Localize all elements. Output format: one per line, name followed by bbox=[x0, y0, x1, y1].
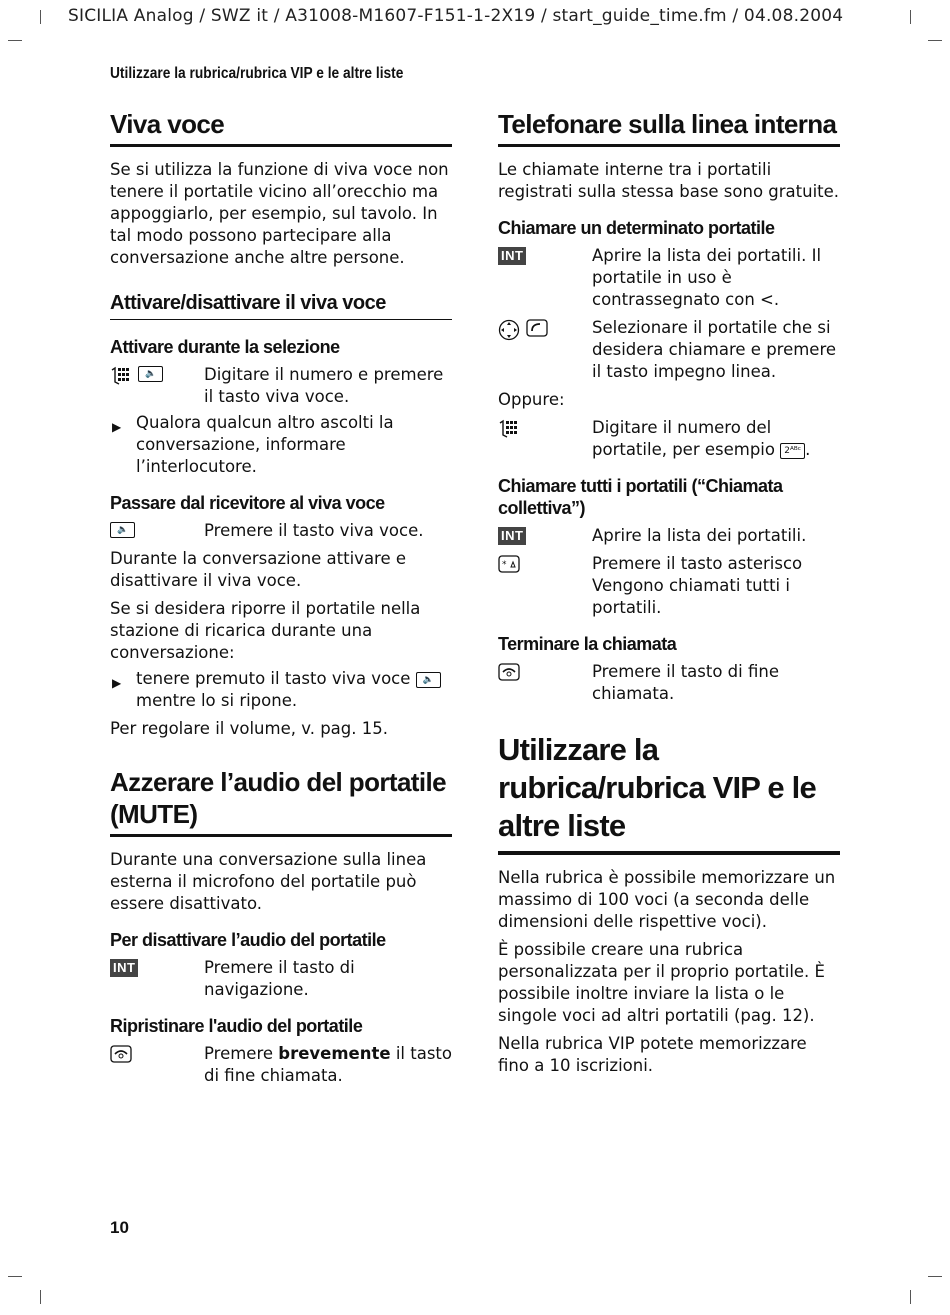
instruction-text: il tasto di fine chiamata. bbox=[204, 1044, 452, 1085]
crop-mark bbox=[8, 1276, 22, 1277]
svg-text:*: * bbox=[502, 560, 507, 570]
instruction-text: Premere il tasto asterisco Vengono chiamati tutti i portatili. bbox=[592, 554, 803, 617]
paragraph: Se si desidera riporre il portatile nella stazione di ricarica durante una conversazione: bbox=[110, 599, 421, 662]
right-column bbox=[498, 108, 840, 1077]
crop-mark bbox=[910, 1290, 911, 1304]
running-head: Utilizzare la rubrica/rubrica VIP e le altre liste bbox=[110, 65, 404, 82]
end-call-key-icon bbox=[110, 1045, 132, 1063]
crop-mark bbox=[928, 1276, 942, 1277]
crop-mark bbox=[910, 10, 911, 24]
sub-title-disattivare-audio: Per disattivare l’audio del portatile bbox=[110, 930, 386, 950]
viva-voce-body: Se si utilizza la funzione di viva voce non tenere il portatile vicino all’orecchio ma appoggiarlo, per esempio, sul tavolo. In tal modo possono partecipare alla conversazione anche altre persone. bbox=[110, 160, 449, 267]
mute-body: Durante una conversazione sulla linea esterna il microfono del portatile può essere disattivato. bbox=[110, 850, 427, 913]
sub-title-durante-selezione: Attivare durante la selezione bbox=[110, 337, 340, 357]
crop-mark bbox=[928, 40, 942, 41]
instruction-row bbox=[498, 317, 840, 383]
speaker-key-icon: 🔈 bbox=[110, 522, 135, 538]
instruction-text: Premere il tasto di fine chiamata. bbox=[592, 662, 779, 703]
instruction-row bbox=[110, 520, 452, 542]
instruction-row bbox=[498, 553, 840, 619]
paragraph: Nella rubrica VIP potete memorizzare fino a 10 iscrizioni. bbox=[498, 1034, 807, 1075]
sub-title-ripristinare-audio: Ripristinare l'audio del portatile bbox=[110, 1016, 363, 1036]
section-title-viva-voce: Viva voce bbox=[110, 108, 452, 147]
instruction-text: Premere il tasto di navigazione. bbox=[204, 958, 355, 999]
sub-title-determinato-portatile: Chiamare un determinato portatile bbox=[498, 218, 775, 238]
bullet-text: mentre lo si ripone. bbox=[136, 691, 298, 710]
paragraph: È possibile creare una rubrica personalizzata per il proprio portatile. È possibile inoltre inviare la lista o le singole voci ad altri portatili (pag. 12). bbox=[498, 940, 825, 1025]
instruction-text: Aprire la lista dei portatili. bbox=[592, 526, 807, 545]
instruction-row bbox=[498, 417, 840, 461]
instruction-row bbox=[498, 525, 840, 547]
bullet-text: tenere premuto il tasto viva voce bbox=[136, 669, 411, 688]
subsection-title-attivare: Attivare/disattivare il viva voce bbox=[110, 291, 452, 320]
document-header: SICILIA Analog / SWZ it / A31008-M1607-F151-1-2X19 / start_guide_time.fm / 04.08.2004 bbox=[68, 6, 844, 26]
sub-title-terminare: Terminare la chiamata bbox=[498, 634, 677, 654]
instruction-text: . bbox=[805, 440, 811, 459]
instruction-row bbox=[110, 364, 452, 408]
navigation-key-icon bbox=[498, 319, 520, 337]
instruction-row bbox=[110, 957, 452, 1001]
paragraph: Nella rubrica è possibile memorizzare un massimo di 100 voci (a seconda delle dimensioni delle rispettive voci). bbox=[498, 868, 836, 931]
page-number: 10 bbox=[110, 1218, 129, 1237]
bullet-arrow-icon: ▶ bbox=[112, 676, 122, 690]
digit-2-key-icon: 2ᴬᴮᶜ bbox=[780, 443, 805, 459]
section-title-linea-interna: Telefonare sulla linea interna bbox=[498, 108, 840, 147]
instruction-text: Premere bbox=[204, 1044, 274, 1063]
int-key-icon: INT bbox=[498, 247, 526, 265]
paragraph: Per regolare il volume, v. pag. 15. bbox=[110, 719, 388, 738]
star-key-icon bbox=[498, 555, 520, 573]
end-call-key-icon bbox=[498, 663, 520, 681]
talk-key-icon bbox=[526, 319, 548, 337]
instruction-text: Premere il tasto viva voce. bbox=[204, 521, 424, 540]
sub-title-passare: Passare dal ricevitore al viva voce bbox=[110, 493, 385, 513]
oppure-label: Oppure: bbox=[498, 390, 565, 409]
instruction-row bbox=[110, 1043, 452, 1087]
instruction-text: Selezionare il portatile che si desidera chiamare e premere il tasto impegno linea. bbox=[592, 318, 837, 381]
linea-interna-body: Le chiamate interne tra i portatili registrati sulla stessa base sono gratuite. bbox=[498, 160, 840, 201]
instruction-row bbox=[498, 661, 840, 705]
instruction-text: Aprire la lista dei portatili. Il portatile in uso è contrassegnato con <. bbox=[592, 246, 822, 309]
keypad-icon bbox=[110, 366, 132, 384]
section-title-mute: Azzerare l’audio del portatile (MUTE) bbox=[110, 766, 452, 837]
speaker-key-icon: 🔈 bbox=[416, 672, 441, 688]
left-column bbox=[110, 108, 452, 1087]
crop-mark bbox=[40, 1290, 41, 1304]
sub-title-tutti-portatili: Chiamare tutti i portatili (“Chiamata collettiva”) bbox=[498, 476, 783, 518]
instruction-row bbox=[498, 245, 840, 311]
speaker-key-icon: 🔈 bbox=[138, 366, 163, 382]
instruction-text: Digitare il numero del portatile, per esempio bbox=[592, 418, 775, 459]
crop-mark bbox=[40, 10, 41, 24]
bullet-item bbox=[110, 668, 452, 712]
bullet-item bbox=[110, 412, 452, 478]
paragraph: Durante la conversazione attivare e disattivare il viva voce. bbox=[110, 549, 407, 590]
crop-mark bbox=[8, 40, 22, 41]
int-key-icon: INT bbox=[110, 959, 138, 977]
bullet-text: Qualora qualcun altro ascolti la conversazione, informare l’interlocutore. bbox=[136, 413, 394, 476]
bullet-arrow-icon: ▶ bbox=[112, 420, 122, 434]
section-title-rubrica: Utilizzare la rubrica/rubrica VIP e le altre liste bbox=[498, 731, 840, 855]
emphasis: brevemente bbox=[278, 1044, 391, 1063]
keypad-icon bbox=[498, 419, 520, 437]
int-key-icon: INT bbox=[498, 527, 526, 545]
instruction-text: Digitare il numero e premere il tasto viva voce. bbox=[204, 365, 444, 406]
